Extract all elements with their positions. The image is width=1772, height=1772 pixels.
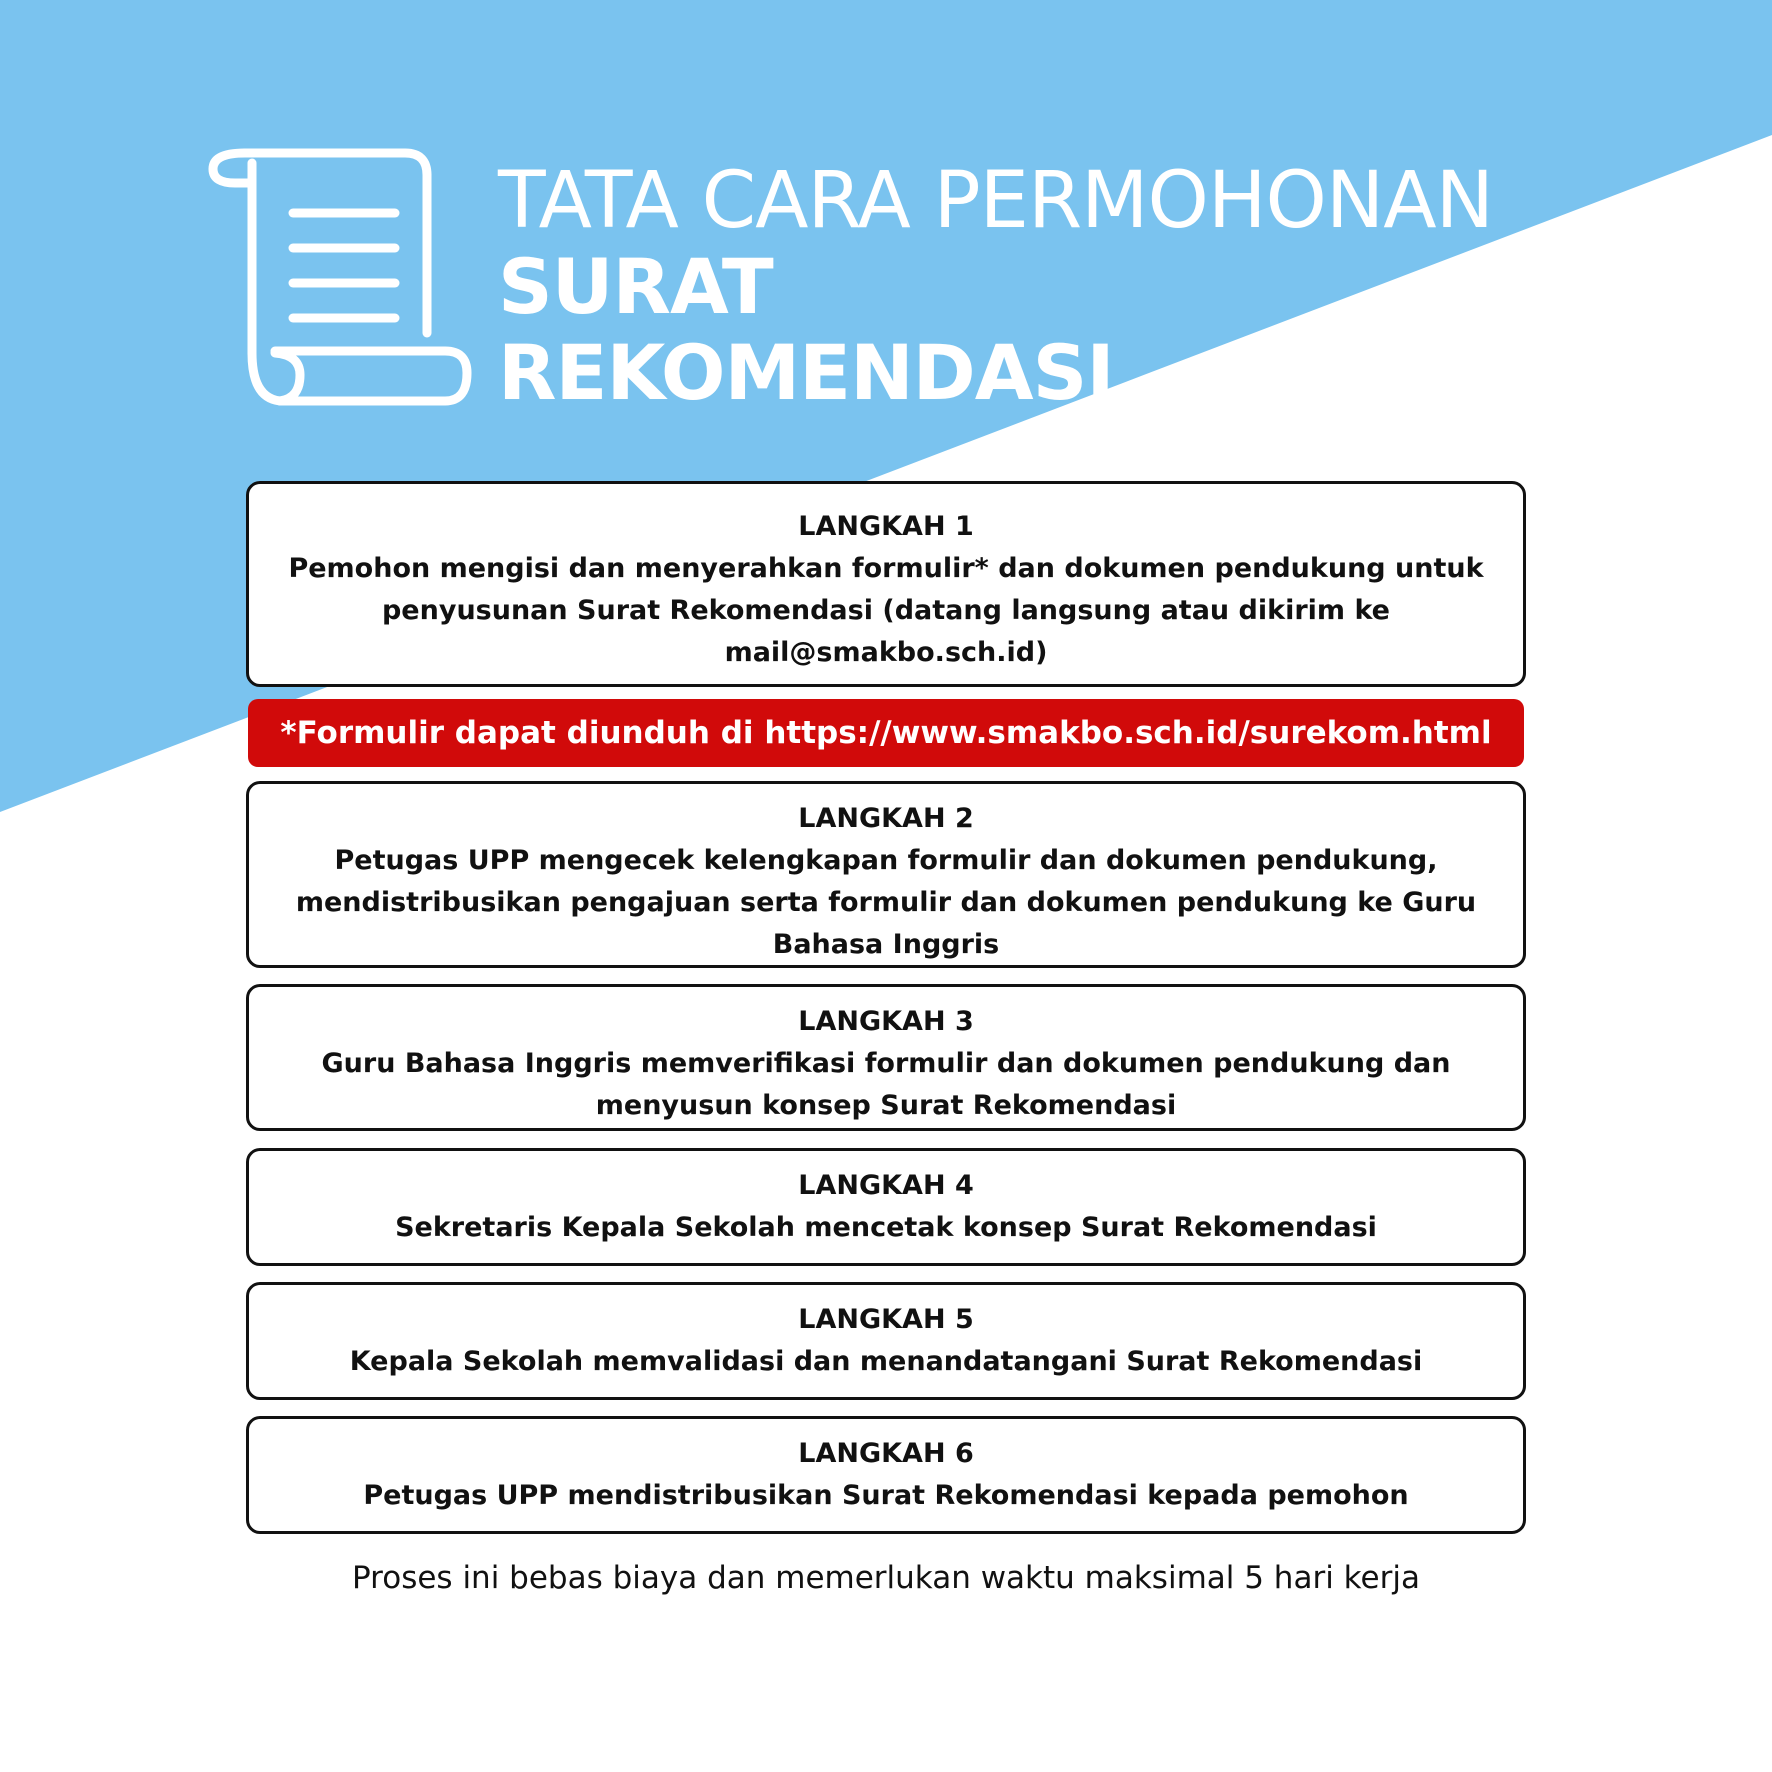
steps-list — [246, 481, 1526, 1596]
step-label: LANGKAH 1 — [798, 511, 974, 542]
footer-note: Proses ini bebas biaya dan memerlukan waktu maksimal 5 hari kerja — [352, 1560, 1420, 1596]
step-card-5 — [246, 1282, 1526, 1400]
step-card-6 — [246, 1416, 1526, 1534]
title-line-1: TATA CARA PERMOHONAN — [498, 156, 1493, 246]
step-label: LANGKAH 2 — [798, 803, 974, 834]
form-download-note: *Formulir dapat diunduh di https://www.smakbo.sch.id/surekom.html — [248, 699, 1524, 767]
step-card-1 — [246, 481, 1526, 687]
page-title — [498, 158, 1493, 416]
step-description: Pemohon mengisi dan menyerahkan formulir* dan dokumen pendukung untuk penyusunan Surat Rekomendasi (datang langsung atau dikirim ke mail@smakbo.sch.id) — [288, 553, 1484, 668]
step-card-2 — [246, 781, 1526, 968]
step-card-3 — [246, 984, 1526, 1131]
title-line-3: REKOMENDASI — [498, 328, 1114, 417]
step-description: Guru Bahasa Inggris memverifikasi formulir dan dokumen pendukung dan menyusun konsep Surat Rekomendasi — [321, 1048, 1451, 1121]
step-description: Petugas UPP mendistribusikan Surat Rekomendasi kepada pemohon — [363, 1480, 1409, 1511]
step-description: Kepala Sekolah memvalidasi dan menandatangani Surat Rekomendasi — [349, 1346, 1423, 1377]
step-description: Petugas UPP mengecek kelengkapan formulir dan dokumen pendukung, mendistribusikan pengajuan serta formulir dan dokumen pendukung ke Guru Bahasa Inggris — [295, 845, 1477, 960]
step-label: LANGKAH 4 — [798, 1170, 974, 1201]
header — [0, 0, 1772, 470]
step-label: LANGKAH 3 — [798, 1006, 974, 1037]
step-label: LANGKAH 6 — [798, 1438, 974, 1469]
document-scroll-icon — [205, 143, 475, 408]
step-card-4 — [246, 1148, 1526, 1266]
title-line-2: SURAT — [498, 242, 773, 331]
step-description: Sekretaris Kepala Sekolah mencetak konsep Surat Rekomendasi — [395, 1212, 1377, 1243]
step-label: LANGKAH 5 — [798, 1304, 974, 1335]
